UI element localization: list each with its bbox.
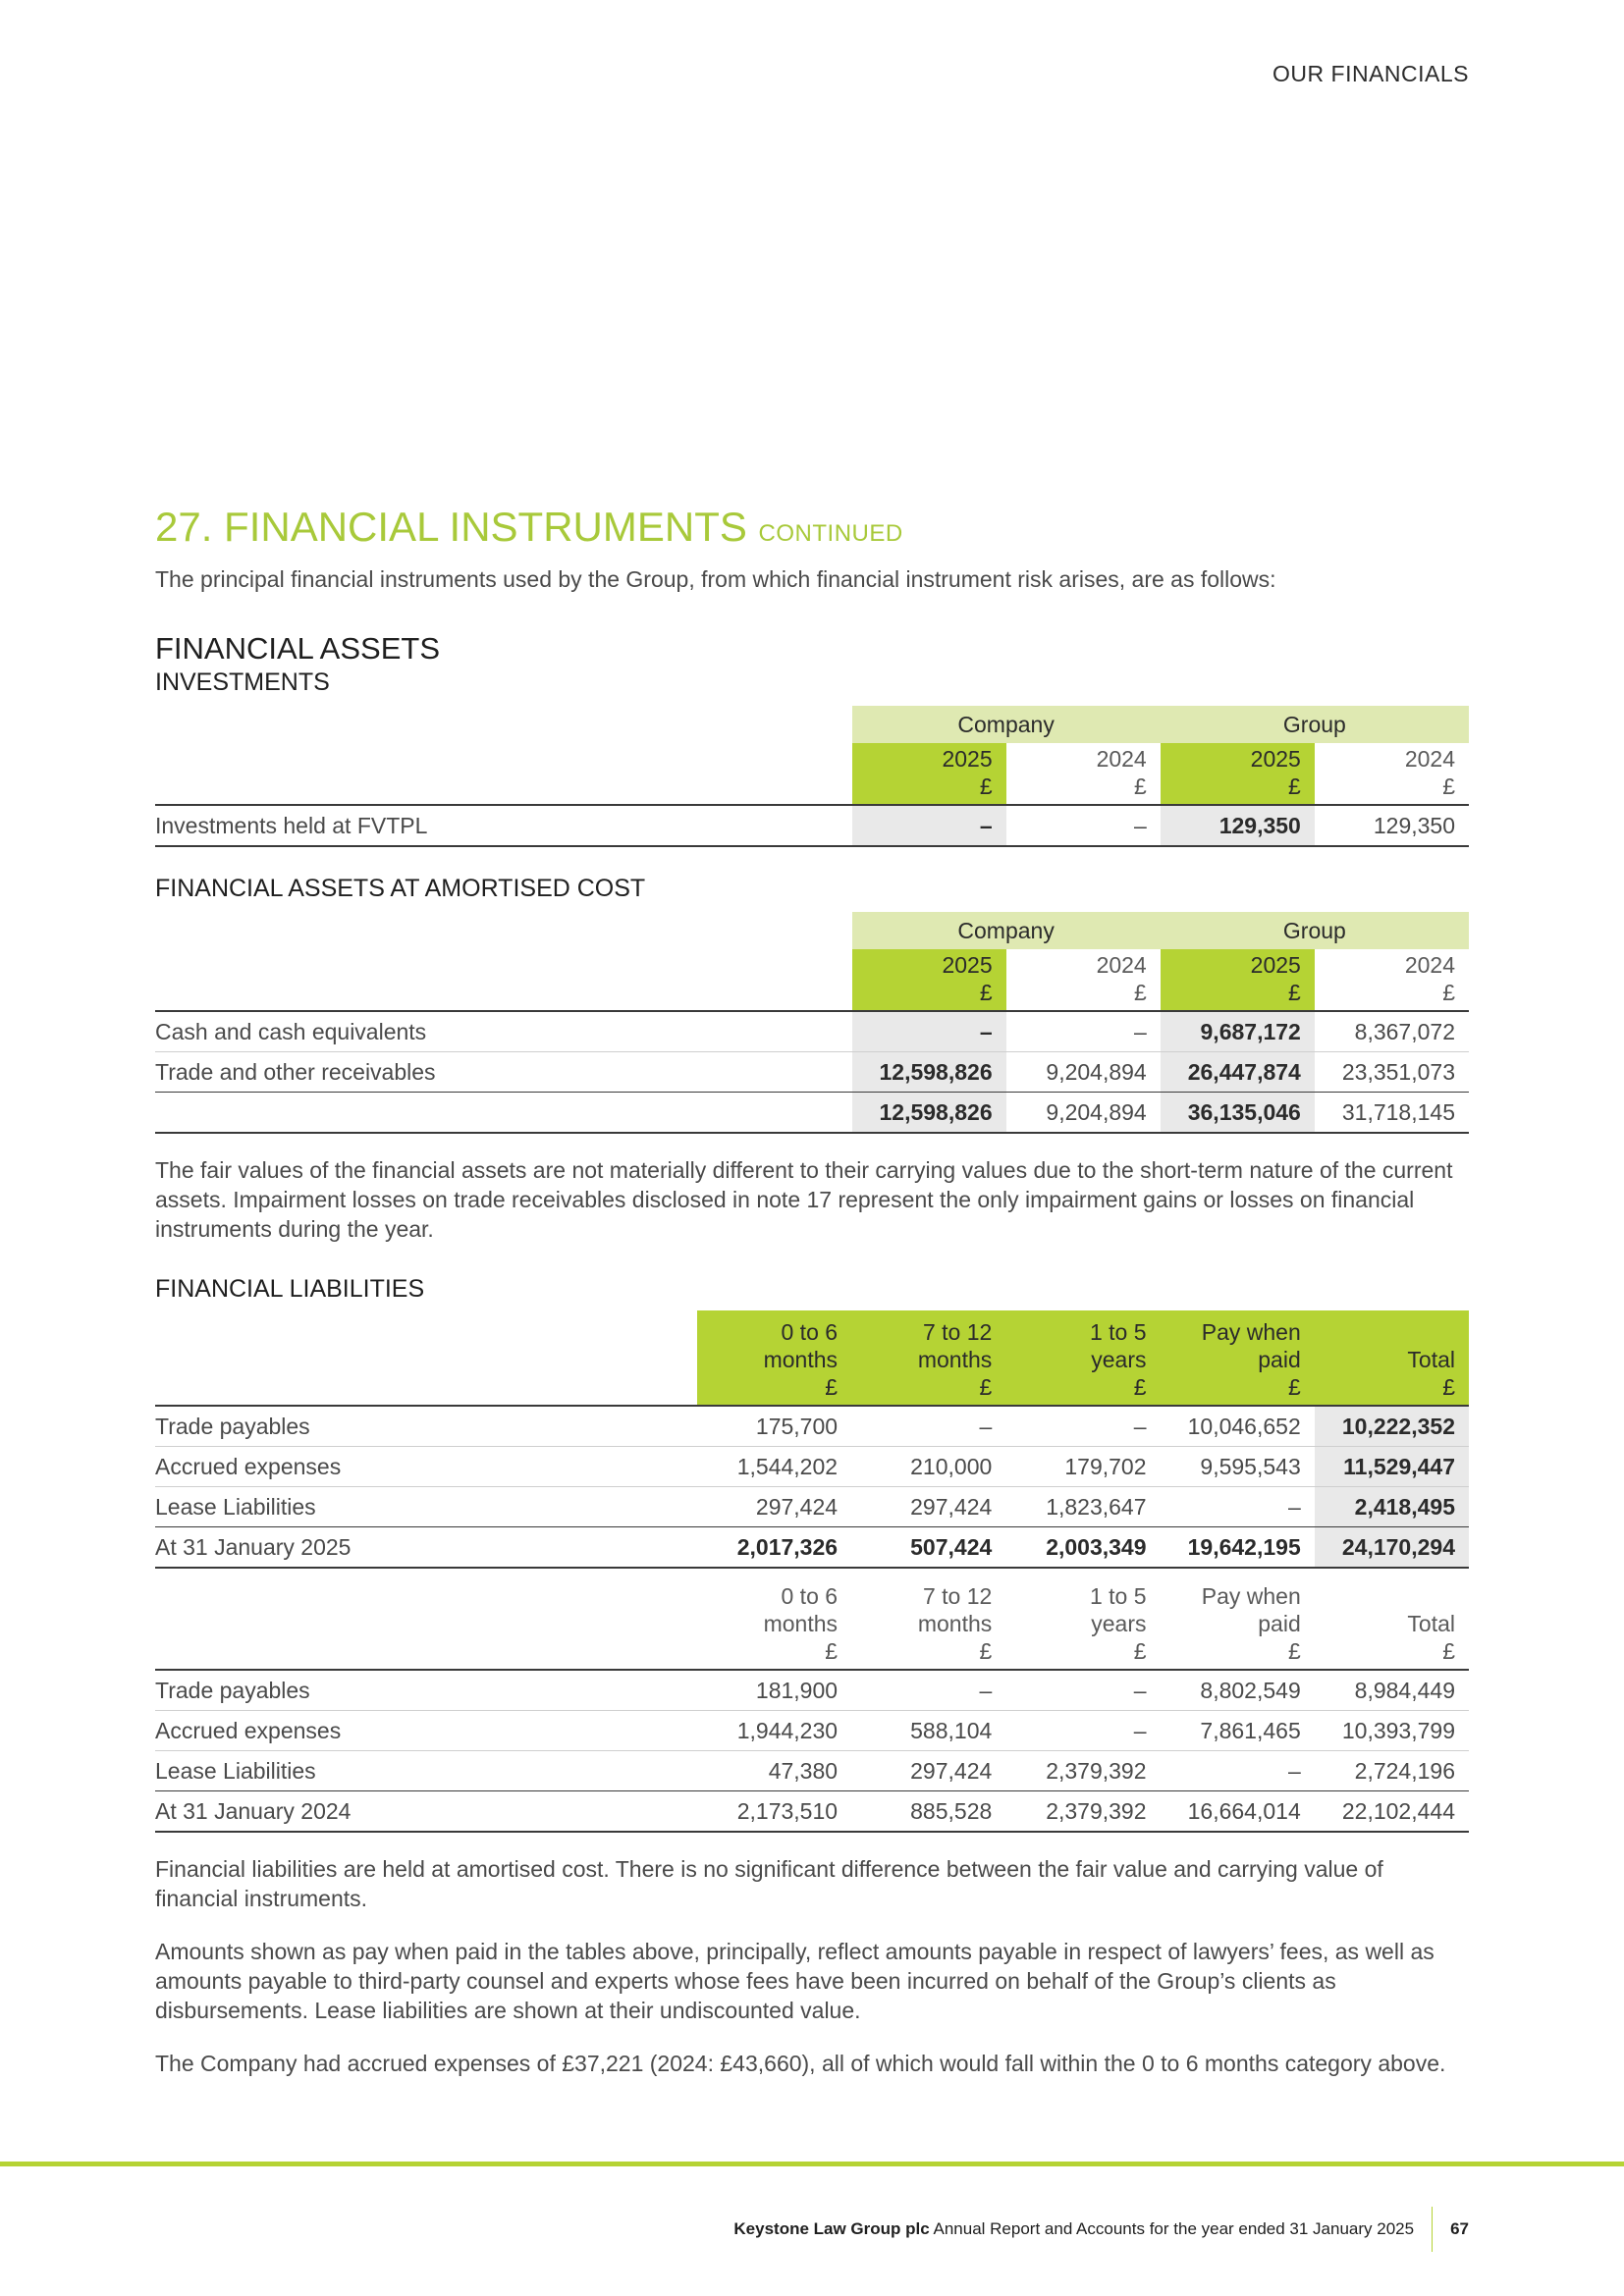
cell-value: 11,529,447 xyxy=(1315,1447,1469,1487)
column-header: 7 to 12 months £ xyxy=(851,1575,1005,1670)
year-header: 2024 £ xyxy=(1315,743,1469,805)
total-value: 22,102,444 xyxy=(1315,1791,1469,1833)
total-value: 31,718,145 xyxy=(1315,1093,1469,1134)
cell-value: 10,393,799 xyxy=(1315,1711,1469,1751)
cell-value: 8,802,549 xyxy=(1161,1670,1315,1711)
total-value: 36,135,046 xyxy=(1161,1093,1315,1134)
column-header: 0 to 6 months £ xyxy=(697,1575,851,1670)
footer-divider xyxy=(0,2162,1624,2166)
total-value: 2,003,349 xyxy=(1005,1527,1160,1569)
column-header: 1 to 5 years £ xyxy=(1005,1310,1160,1406)
cell-value: – xyxy=(1161,1487,1315,1527)
cell-value: 297,424 xyxy=(851,1487,1005,1527)
total-value: 12,598,826 xyxy=(852,1093,1006,1134)
cell-value: 10,222,352 xyxy=(1315,1406,1469,1447)
cell-value: 2,418,495 xyxy=(1315,1487,1469,1527)
row-label: Accrued expenses xyxy=(155,1447,697,1487)
liabilities-header-row xyxy=(155,1575,1469,1670)
row-label: Cash and cash equivalents xyxy=(155,1011,852,1052)
section-label: OUR FINANCIALS xyxy=(1272,61,1469,86)
year-header: 2024 £ xyxy=(1315,949,1469,1011)
investments-heading: INVESTMENTS xyxy=(155,668,330,696)
group-group-header: Group xyxy=(1161,912,1469,949)
total-value: 2,017,326 xyxy=(697,1527,851,1569)
note-title xyxy=(155,503,1469,559)
liabilities-header-row xyxy=(155,1310,1469,1406)
total-value: 9,204,894 xyxy=(1006,1093,1161,1134)
amortised-cost-heading: FINANCIAL ASSETS AT AMORTISED COST xyxy=(155,875,646,902)
page-footer xyxy=(733,2207,1469,2252)
table-row xyxy=(155,1052,1469,1093)
cell-value: 175,700 xyxy=(697,1406,851,1447)
page-number: 67 xyxy=(1450,2219,1469,2238)
cell-value: 8,984,449 xyxy=(1315,1670,1469,1711)
cell-value: – xyxy=(851,1406,1005,1447)
column-header: Total £ xyxy=(1315,1310,1469,1406)
cell-value: 1,544,202 xyxy=(697,1447,851,1487)
row-label: Lease Liabilities xyxy=(155,1487,697,1527)
table-row xyxy=(155,1751,1469,1791)
cell-value: 23,351,073 xyxy=(1315,1052,1469,1093)
fair-value-paragraph: The fair values of the financial assets are not materially different to their carrying values due to the short-term nature of the current assets. Impairment losses on trade receivables disclosed in note 17 represent the only impairment gains or losses on financial instruments during the year. xyxy=(155,1157,1453,1242)
pay-when-paid-paragraph: Amounts shown as pay when paid in the tables above, principally, reflect amounts payable in respect of lawyers’ fees, as well as amounts payable to third-party counsel and experts whose fees have been incurred on behalf of the Group’s clients as disbursements. Lease liabilities are shown at their undiscounted value. xyxy=(155,1939,1435,2023)
year-header: 2025 £ xyxy=(852,949,1006,1011)
cell-value: 7,861,465 xyxy=(1161,1711,1315,1751)
cell-value: – xyxy=(1005,1670,1160,1711)
footer-report-title: Keystone Law Group plc Annual Report and Accounts for the year ended 31 January 2025 xyxy=(733,2219,1415,2238)
row-label: At 31 January 2025 xyxy=(155,1527,697,1569)
row-label: Trade and other receivables xyxy=(155,1052,852,1093)
note-content xyxy=(155,503,1469,2078)
cell-value: 1,944,230 xyxy=(697,1711,851,1751)
total-value: 19,642,195 xyxy=(1161,1527,1315,1569)
cell-value: 588,104 xyxy=(851,1711,1005,1751)
group-header-row xyxy=(155,706,1469,743)
cell-value: 1,823,647 xyxy=(1005,1487,1160,1527)
row-label: Accrued expenses xyxy=(155,1711,697,1751)
amortised-cost-paragraph: Financial liabilities are held at amortised cost. There is no significant difference between the fair value and carrying value of financial instruments. xyxy=(155,1856,1383,1911)
column-header: 1 to 5 years £ xyxy=(1005,1575,1160,1670)
cell-value: 9,687,172 xyxy=(1161,1011,1315,1052)
cell-value: – xyxy=(1006,805,1161,846)
row-label: At 31 January 2024 xyxy=(155,1791,697,1833)
cell-value: 26,447,874 xyxy=(1161,1052,1315,1093)
cell-value: – xyxy=(1005,1711,1160,1751)
intro-text: The principal financial instruments used by the Group, from which financial instrument risk arises, are as follows: xyxy=(155,566,1276,592)
continued-label: CONTINUED xyxy=(758,520,903,547)
cell-value: 9,595,543 xyxy=(1161,1447,1315,1487)
year-header: 2025 £ xyxy=(1161,743,1315,805)
cell-value: 10,046,652 xyxy=(1161,1406,1315,1447)
total-row xyxy=(155,1093,1469,1134)
cell-value: 2,379,392 xyxy=(1005,1751,1160,1791)
cell-value: 47,380 xyxy=(697,1751,851,1791)
total-value: 2,173,510 xyxy=(697,1791,851,1833)
total-value: 885,528 xyxy=(851,1791,1005,1833)
cell-value: 181,900 xyxy=(697,1670,851,1711)
group-group-header: Group xyxy=(1161,706,1469,743)
total-value: 16,664,014 xyxy=(1161,1791,1315,1833)
table-row xyxy=(155,1447,1469,1487)
cell-value: – xyxy=(1161,1751,1315,1791)
liabilities-2025-table xyxy=(155,1310,1469,1569)
table-row xyxy=(155,805,1469,846)
table-row xyxy=(155,1670,1469,1711)
cell-value: 9,204,894 xyxy=(1006,1052,1161,1093)
financial-assets-heading: FINANCIAL ASSETS xyxy=(155,631,440,666)
cell-value: 297,424 xyxy=(697,1487,851,1527)
company-accrued-paragraph: The Company had accrued expenses of £37,221 (2024: £43,660), all of which would fall within the 0 to 6 months category above. xyxy=(155,2051,1446,2076)
investments-table xyxy=(155,706,1469,847)
cell-value: 129,350 xyxy=(1315,805,1469,846)
cell-value: 297,424 xyxy=(851,1751,1005,1791)
table-row xyxy=(155,1487,1469,1527)
cell-value: 2,724,196 xyxy=(1315,1751,1469,1791)
liabilities-2024-table xyxy=(155,1575,1469,1833)
cell-value: 8,367,072 xyxy=(1315,1011,1469,1052)
cell-value: – xyxy=(851,1670,1005,1711)
group-header-row xyxy=(155,912,1469,949)
company-group-header: Company xyxy=(852,706,1161,743)
year-header: 2025 £ xyxy=(1161,949,1315,1011)
financial-liabilities-heading: FINANCIAL LIABILITIES xyxy=(155,1275,425,1303)
column-header: Pay when paid £ xyxy=(1161,1575,1315,1670)
cell-value: 210,000 xyxy=(851,1447,1005,1487)
row-label: Lease Liabilities xyxy=(155,1751,697,1791)
amortised-cost-table xyxy=(155,912,1469,1134)
table-row xyxy=(155,1711,1469,1751)
table-row xyxy=(155,1011,1469,1052)
row-label: Investments held at FVTPL xyxy=(155,805,852,846)
cell-value: – xyxy=(1005,1406,1160,1447)
total-row xyxy=(155,1791,1469,1833)
company-group-header: Company xyxy=(852,912,1161,949)
table-row xyxy=(155,1406,1469,1447)
year-header-row xyxy=(155,949,1469,1011)
year-header: 2024 £ xyxy=(1006,743,1161,805)
column-header: Pay when paid £ xyxy=(1161,1310,1315,1406)
cell-value: – xyxy=(852,1011,1006,1052)
cell-value: 129,350 xyxy=(1161,805,1315,846)
total-value: 507,424 xyxy=(851,1527,1005,1569)
cell-value: 12,598,826 xyxy=(852,1052,1006,1093)
year-header: 2024 £ xyxy=(1006,949,1161,1011)
total-value: 24,170,294 xyxy=(1315,1527,1469,1569)
cell-value: – xyxy=(1006,1011,1161,1052)
column-header: 0 to 6 months £ xyxy=(697,1310,851,1406)
row-label: Trade payables xyxy=(155,1670,697,1711)
cell-value: 179,702 xyxy=(1005,1447,1160,1487)
column-header: Total £ xyxy=(1315,1575,1469,1670)
row-label: Trade payables xyxy=(155,1406,697,1447)
column-header: 7 to 12 months £ xyxy=(851,1310,1005,1406)
year-header-row xyxy=(155,743,1469,805)
note-title-text: 27. FINANCIAL INSTRUMENTS xyxy=(155,504,747,550)
total-row xyxy=(155,1527,1469,1569)
year-header: 2025 £ xyxy=(852,743,1006,805)
total-value: 2,379,392 xyxy=(1005,1791,1160,1833)
footer-separator xyxy=(1432,2207,1433,2252)
cell-value: – xyxy=(852,805,1006,846)
